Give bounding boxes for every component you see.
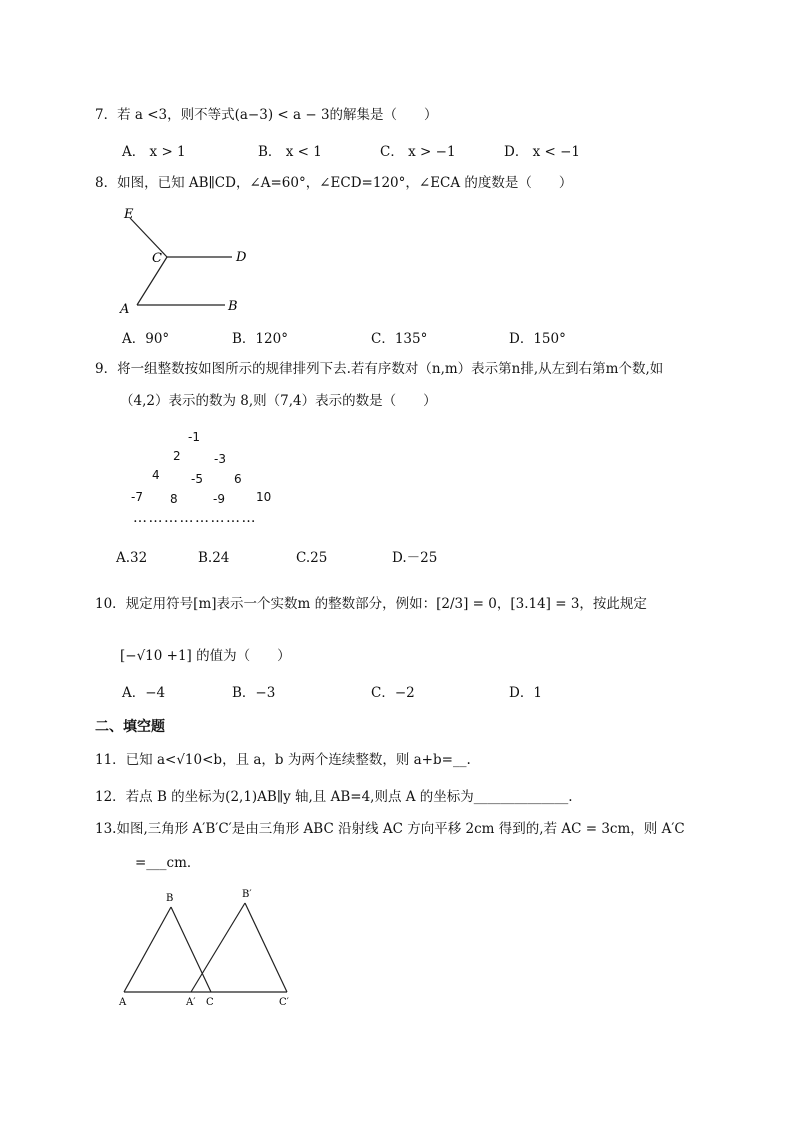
q7-stem: 7．若 a <3，则不等式(a−3) < a − 3的解集是（ ） [95,107,438,123]
q8-label-d: D [236,250,247,265]
q9-stem-line2: （4,2）表示的数为 8,则（7,4）表示的数是（ ） [120,393,437,409]
q13-label-a1: A′ [186,997,196,1008]
q13-label-b1: B′ [242,889,252,900]
q9-number: -7 [131,490,143,504]
q13-label-c1: C′ [279,997,289,1008]
q9-option-a: A.32 [116,550,148,566]
q9-number: -3 [214,452,226,466]
q8-stem: 8．如图，已知 AB∥CD，∠A=60°，∠ECD=120°，∠ECA 的度数是（ ） [95,175,573,191]
q8-option-a: A．90° [122,331,170,347]
q13-stem-line1: 13.如图,三角形 A′B′C′是由三角形 ABC 沿射线 AC 方向平移 2cm 得到的,若 AC = 3cm，则 A′C [95,821,685,837]
q8-parallel-lines-figure [110,200,260,318]
q13-segment-bc [171,907,211,992]
q11-stem: 11．已知 a<√10<b，且 a，b 为两个连续整数，则 a+b=__. [95,752,471,768]
q9-number: 6 [234,472,242,486]
q8-label-c: C [152,251,162,266]
q9-stem-line1: 9．将一组整数按如图所示的规律排列下去.若有序数对（n,m）表示第n排,从左到右第m个数,如 [95,361,664,377]
q9-number: -5 [191,472,203,486]
q7-option-d: D． x < −1 [504,144,581,160]
q7-option-b: B． x < 1 [258,144,322,160]
q13-segment-a1b1 [191,903,245,992]
q8-option-b: B．120° [232,331,288,347]
q10-option-c: C．−2 [371,685,415,701]
q9-number: 4 [152,468,160,482]
q10-option-a: A．−4 [122,685,166,701]
q7-option-a: A． x > 1 [122,144,186,160]
q9-option-b: B.24 [198,550,230,566]
q13-translation-triangles-figure [112,885,302,1010]
q13-label-c: C [206,997,214,1008]
q9-number: 8 [170,492,178,506]
q13-segment-ab [124,907,171,992]
q13-label-b: B [166,893,174,904]
q13-label-a: A [119,997,127,1008]
q8-option-d: D．150° [509,331,566,347]
q9-option-c: C.25 [296,550,328,566]
q8-label-e: E [124,207,134,222]
q9-continuation-dots: …………………… [133,510,257,526]
q8-label-b: B [228,299,238,314]
q10-option-d: D．1 [509,685,542,701]
q9-option-d: D.－25 [392,550,438,566]
q12-stem: 12．若点 B 的坐标为(2,1)AB∥y 轴,且 AB=4,则点 A 的坐标为______________. [95,789,573,805]
q9-number: 2 [173,449,181,463]
q9-number: -1 [188,430,200,444]
q13-segment-b1c1 [245,903,287,992]
q13-stem-line2: =___cm． [135,855,201,871]
section-title: 二、填空题 [95,719,165,735]
q8-option-c: C．135° [371,331,428,347]
q8-label-a: A [120,302,130,317]
q7-option-c: C． x > −1 [380,144,456,160]
q10-stem: 10．规定用符号[m]表示一个实数m 的整数部分，例如：[2/3] = 0，[3.14] = 3，按此规定 [95,596,647,612]
q10-option-b: B．−3 [232,685,276,701]
q9-number: -9 [213,492,225,506]
q10-stem-line2: [−√10 +1] 的值为（ ） [120,648,291,664]
q9-number: 10 [256,490,272,504]
